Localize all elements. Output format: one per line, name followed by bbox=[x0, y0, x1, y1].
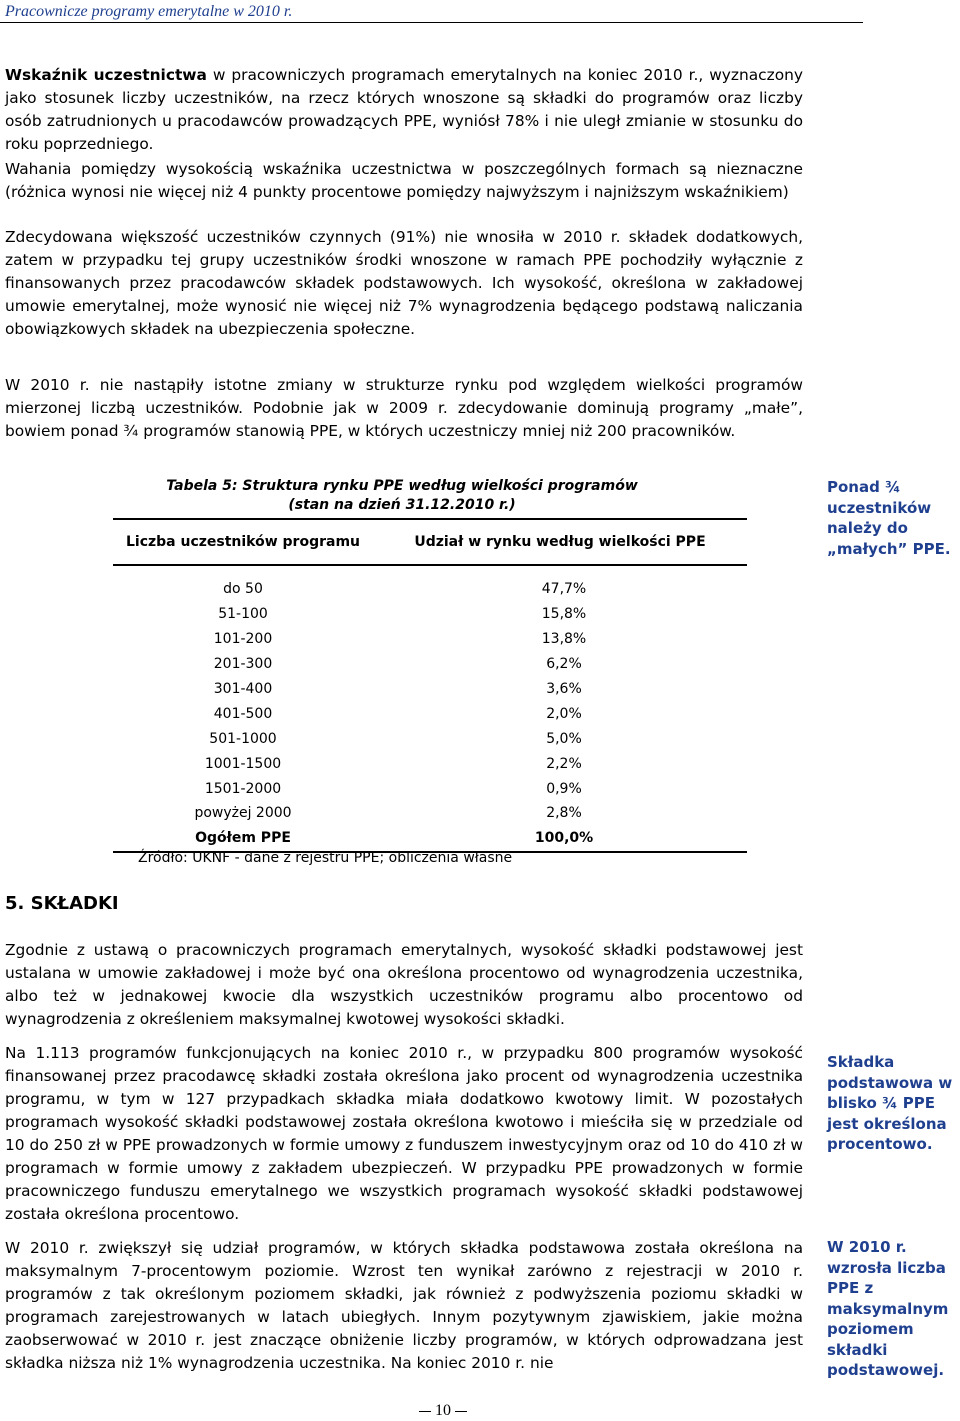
table-caption-line2: (stan na dzień 31.12.2010 r.) bbox=[288, 497, 516, 513]
cell-participants: do 50 bbox=[223, 581, 263, 598]
table-row bbox=[113, 801, 747, 826]
cell-market-share: 0,9% bbox=[546, 780, 582, 797]
paragraph-basic-contributions: Zdecydowana większość uczestników czynnych (91%) nie wnosiła w 2010 r. składek dodatkowych, zatem w przypadku tej grupy uczestników środki wnoszone w ramach PPE pochodziły wyłącznie z finansowanych przez pracodawców składek podstawowych. Ich wysokość, określona w zakładowej umowie emerytalnej, może wynosić nie więcej niż 7% wynagrodzenia będącego podstawą naliczania obowiązkowych składek na ubezpieczenia społeczne. bbox=[5, 228, 803, 338]
cell-participants: powyżej 2000 bbox=[194, 805, 292, 822]
sidenote-small-programs: Ponad ¾ uczestników należy do „małych” PPE. bbox=[827, 478, 951, 558]
page-number: 10 bbox=[415, 1402, 471, 1420]
cell-participants: 101-200 bbox=[213, 631, 273, 648]
table-row bbox=[113, 577, 747, 602]
cell-participants: 1001-1500 bbox=[204, 755, 282, 772]
paragraph-fluctuations: Wahania pomiędzy wysokością wskaźnika uczestnictwa w poszczególnych formach są nieznaczne (różnica wynosi nie więcej niż 4 punkty procentowe pomiędzy najwyższym i najniższym wskaźnikiem) bbox=[5, 160, 803, 201]
cell-participants: 51-100 bbox=[218, 606, 268, 623]
sidenote-max-level: W 2010 r. wzrosła liczba PPE z maksymalnym poziomem składki podstawowej. bbox=[827, 1238, 949, 1379]
table-row bbox=[113, 751, 747, 776]
total-value: 100,0% bbox=[373, 826, 747, 852]
paragraph-contributions-2010: W 2010 r. zwiększył się udział programów, w których składka podstawowa została określona na maksymalnym 7-procentowym poziomie. Wzrost ten wynikał zarówno z rejestracji w 2010 r. programów z tak określonym poziomem składki, jak również z podwyższenia poziomu składki w programach zarejestrowanych w latach ubiegłych. Innym pozytywnym zjawiskiem, jakie można zaobserwować w 2010 r. jest znaczące obniżenie liczby programów, w których odprowadzana jest składka niższa niż 1% wynagrodzenia uczestnika. Na koniec 2010 r. nie bbox=[5, 1239, 803, 1372]
cell-market-share: 2,0% bbox=[546, 705, 582, 722]
table-row bbox=[113, 677, 747, 702]
running-header: Pracownicze programy emerytalne w 2010 r. bbox=[5, 3, 293, 20]
table-row bbox=[113, 776, 747, 801]
cell-market-share: 13,8% bbox=[541, 631, 587, 648]
bold-lead: Wskaźnik uczestnictwa bbox=[5, 66, 207, 84]
table-row bbox=[113, 652, 747, 677]
col-header-market-share: Udział w rynku według wielkości PPE bbox=[373, 519, 747, 565]
table-row bbox=[113, 701, 747, 726]
paragraph-text: w pracowniczych programach emerytalnych na koniec 2010 r., wyznaczony jako stosunek liczby uczestników, na rzecz których wnoszone są składki do programów oraz liczby osób zatrudnionych u pracodawców prowadzących PPE, wyniósł 78% i nie uległ zmianie w stosunku do roku poprzedniego. bbox=[5, 66, 803, 153]
paragraph-market-structure: W 2010 r. nie nastąpiły istotne zmiany w strukturze rynku pod względem wielkości programów mierzonej liczbą uczestników. Podobnie jak w 2009 r. zdecydowanie dominują programy „małe”, bowiem ponad ¾ programów stanowią PPE, w których uczestniczy mniej niż 200 pracowników. bbox=[5, 376, 803, 440]
cell-market-share: 2,8% bbox=[546, 805, 582, 822]
cell-market-share: 5,0% bbox=[546, 730, 582, 747]
paragraph-contributions-law: Zgodnie z ustawą o pracowniczych programach emerytalnych, wysokość składki podstawowej jest ustalana w umowie zakładowej i może być ona określona procentowo od wynagrodzenia uczestnika, albo też w jednakowej kwocie dla wszystkich uczestników programu albo procentowo od wynagrodzenia z określeniem maksymalnej kwotowej wysokości składki. bbox=[5, 941, 803, 1028]
header-rule bbox=[0, 22, 863, 23]
table-row bbox=[113, 627, 747, 652]
cell-market-share: 47,7% bbox=[541, 581, 587, 598]
table-caption-line1: Tabela 5: Struktura rynku PPE według wielkości programów bbox=[166, 478, 638, 494]
table-source: Źródło: UKNF - dane z rejestru PPE; obliczenia własne bbox=[138, 850, 513, 866]
cell-market-share: 15,8% bbox=[541, 606, 587, 623]
cell-market-share: 6,2% bbox=[546, 656, 582, 673]
paragraph-participation-rate bbox=[5, 64, 803, 156]
table-total-row bbox=[113, 826, 747, 852]
cell-participants: 501-1000 bbox=[209, 730, 277, 747]
cell-market-share: 3,6% bbox=[546, 681, 582, 697]
paragraph-contributions-stats: Na 1.113 programów funkcjonujących na koniec 2010 r., w przypadku 800 programów wysokość finansowanej przez pracodawcę składki została określona jako procent od wynagrodzenia uczestnika programu, w tym w 127 przypadkach składka miała dodatkowo kwotowy limit. W pozostałych programach wysokość składki podstawowej została określona kwotowo i mieściła się w przedziale od 10 do 250 zł w PPE prowadzonych w formie umowy z funduszem inwestycyjnym oraz od 10 do 410 zł w programach w formie umowy z zakładem ubezpieczeń. W przypadku PPE prowadzonych w formie pracowniczego funduszu emerytalnego we wszystkich programach wysokość składki podstawowej została określona procentowo. bbox=[5, 1044, 803, 1223]
table-row bbox=[113, 602, 747, 627]
cell-market-share: 2,2% bbox=[546, 755, 582, 772]
sidenote-percentage-contribution: Składka podstawowa w blisko ¾ PPE jest określona procentowo. bbox=[827, 1053, 953, 1153]
col-header-participants: Liczba uczestników programu bbox=[113, 519, 373, 565]
cell-participants: 301-400 bbox=[213, 681, 273, 697]
table-header-row bbox=[113, 519, 747, 565]
cell-participants: 201-300 bbox=[213, 656, 273, 673]
table-caption bbox=[118, 477, 686, 515]
total-label: Ogółem PPE bbox=[113, 826, 373, 852]
cell-participants: 1501-2000 bbox=[204, 780, 282, 797]
market-structure-table bbox=[113, 518, 747, 853]
table-row bbox=[113, 726, 747, 751]
cell-participants: 401-500 bbox=[213, 705, 273, 722]
section-title: 5. SKŁADKI bbox=[5, 893, 119, 914]
